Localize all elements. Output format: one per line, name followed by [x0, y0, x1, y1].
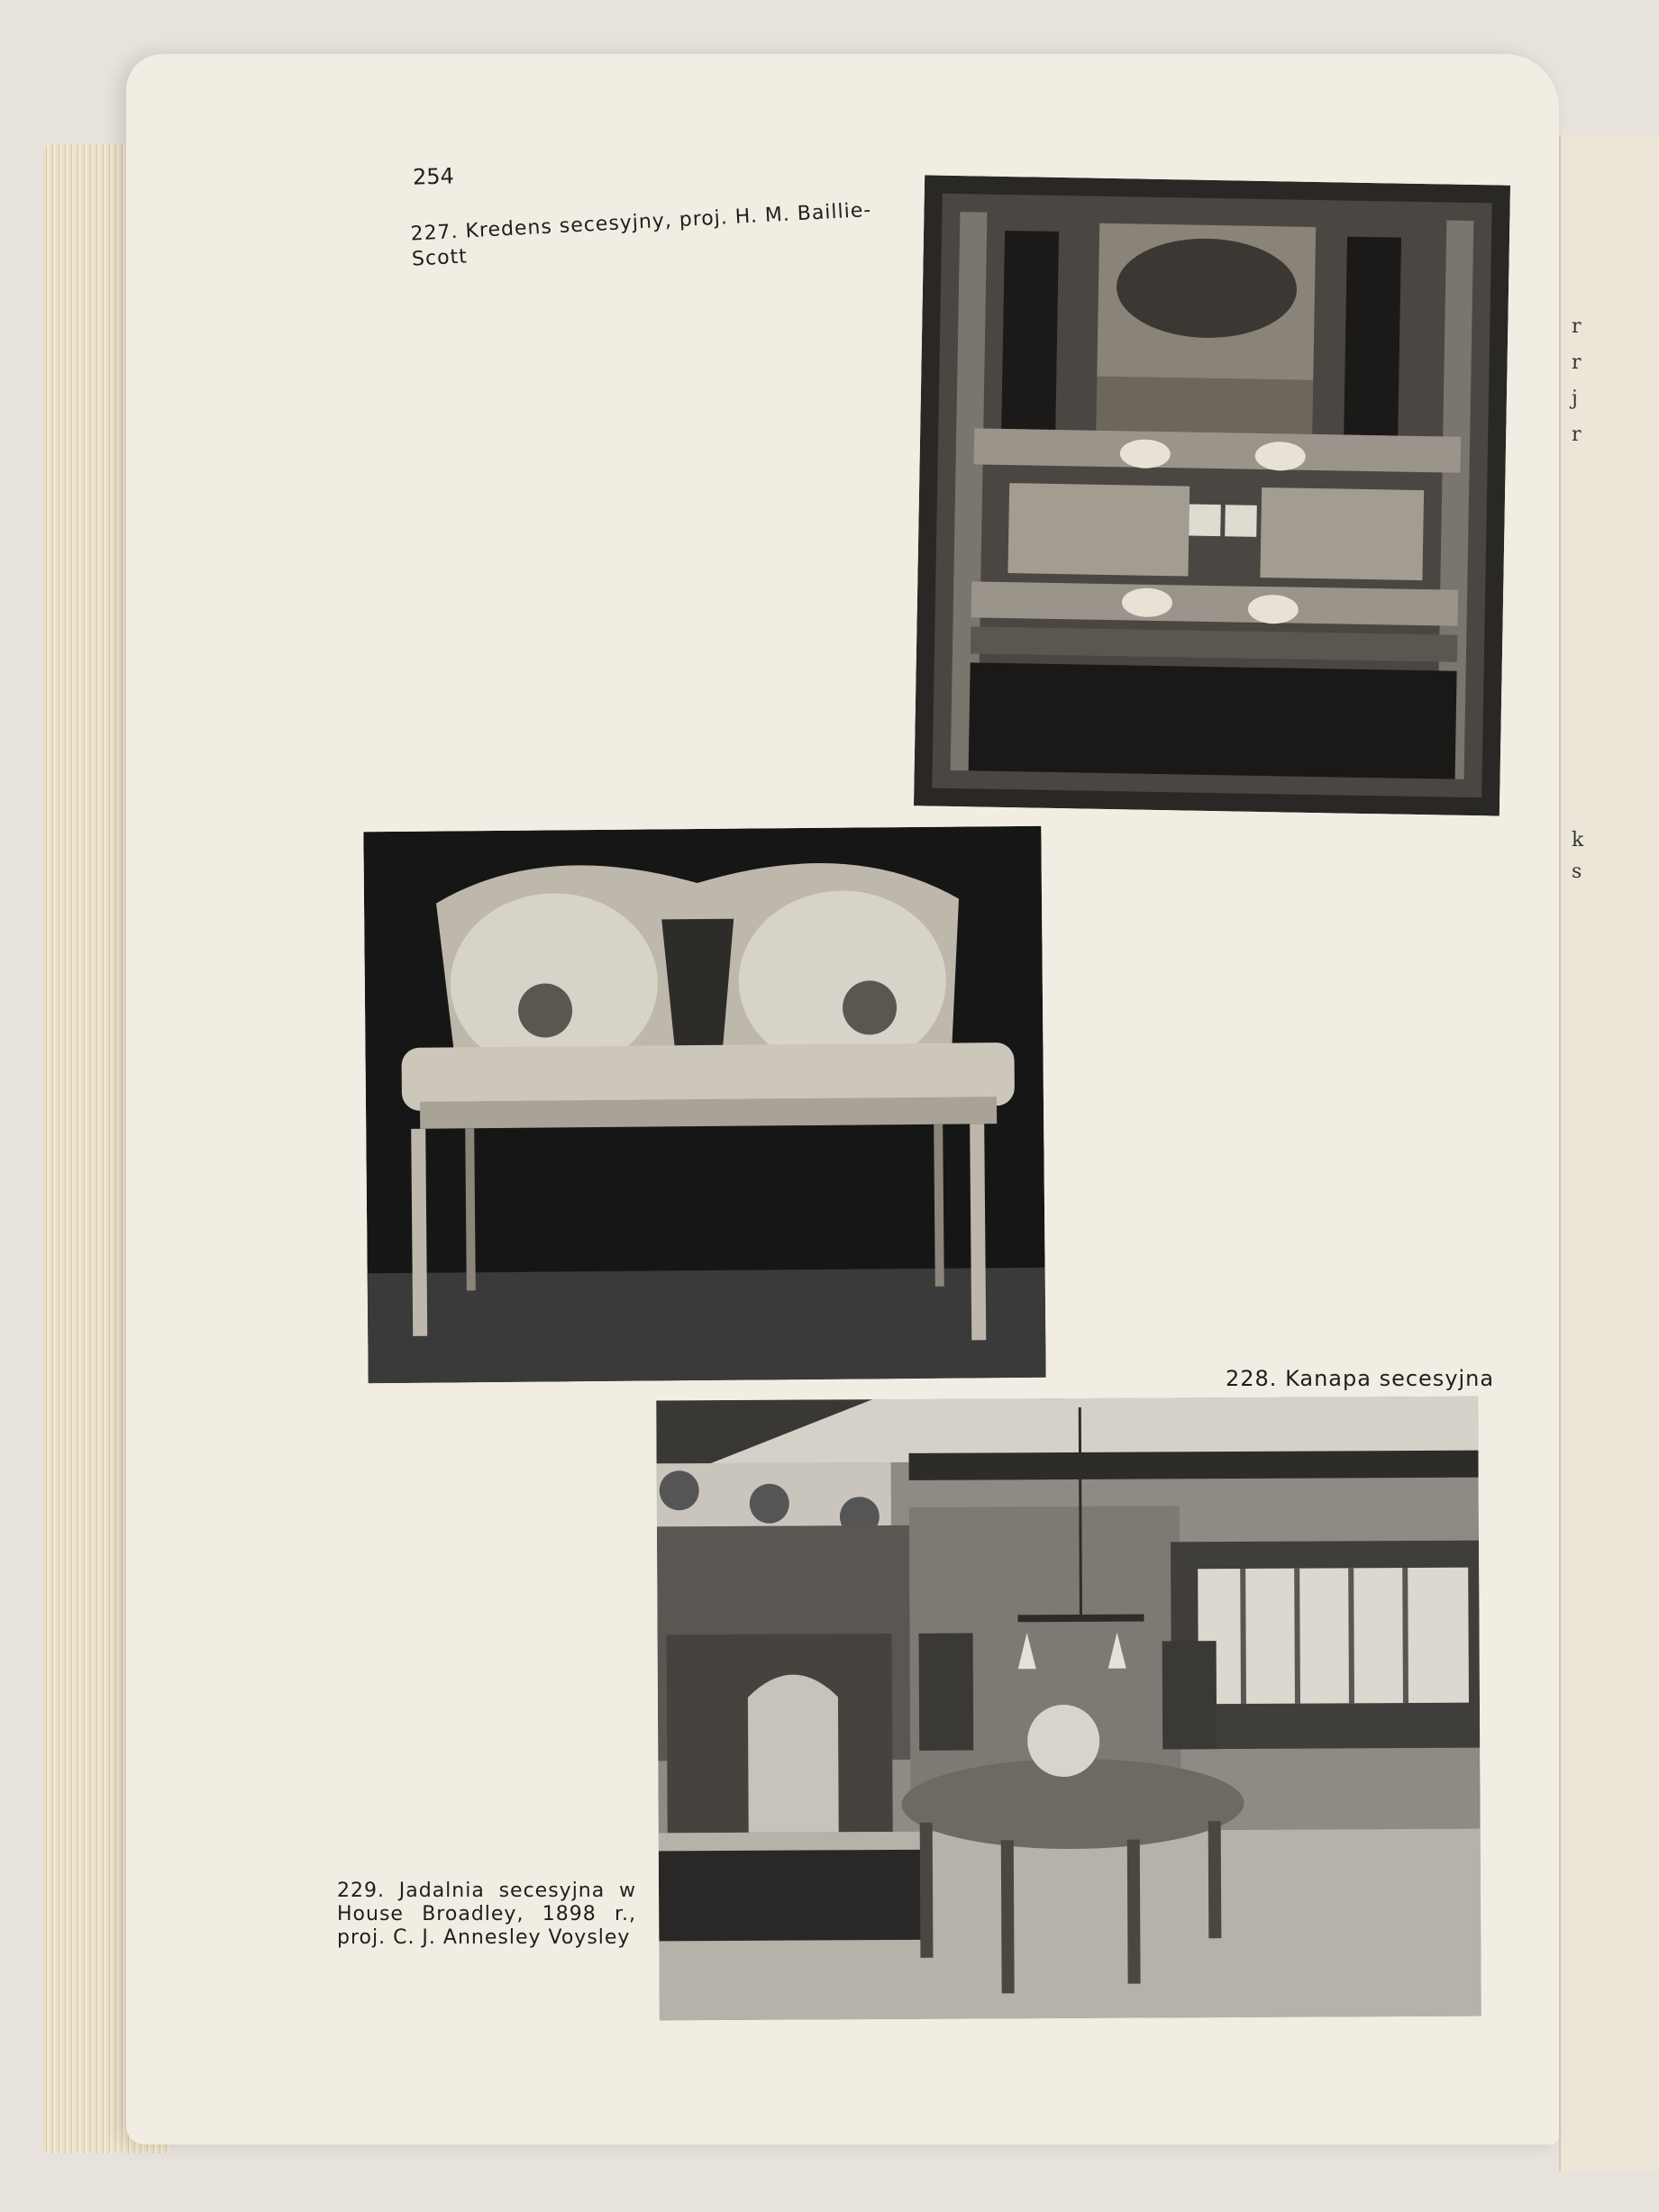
right-page-glyph: s — [1572, 860, 1582, 883]
photo-sideboard — [914, 175, 1510, 815]
right-page — [1559, 135, 1659, 2171]
right-page-glyph: r — [1572, 351, 1582, 374]
right-page-glyph: r — [1572, 423, 1582, 446]
right-page-glyph: j — [1572, 387, 1578, 410]
photo-sofa — [363, 826, 1045, 1384]
right-page-glyph: r — [1572, 315, 1582, 338]
page-number: 254 — [412, 163, 455, 190]
photo-dining-room — [656, 1397, 1481, 2021]
caption-fig-228: 228. Kanapa secesyjna — [1226, 1366, 1495, 1391]
caption-fig-229: 229. Jadalnia secesyjna w House Broadley, 1898 r., proj. C. J. Annesley Voysley — [337, 1880, 636, 1949]
right-page-glyph: k — [1572, 829, 1584, 851]
caption-fig-227: 227. Kredens secesyjny, proj. H. M. Baillie-Scott — [409, 198, 872, 271]
